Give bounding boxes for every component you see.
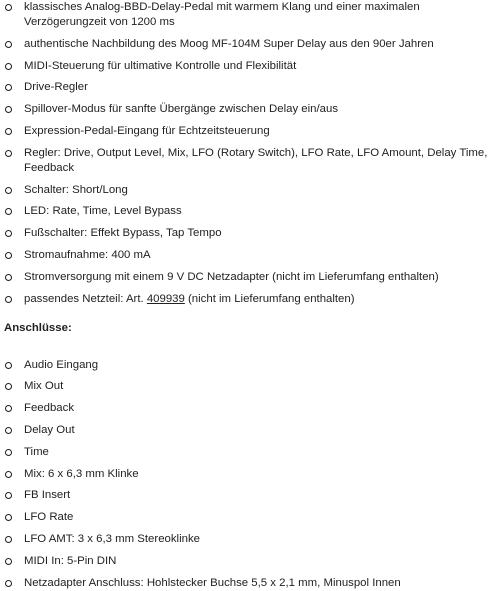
bullet-icon	[5, 4, 12, 11]
list-item	[0, 102, 500, 117]
list-item-text: Drive-Regler	[24, 81, 88, 94]
list-item-text: Schalter: Short/Long	[24, 183, 128, 196]
list-item	[0, 0, 500, 30]
list-item-text: Delay Out	[24, 423, 75, 436]
bullet-icon	[5, 362, 12, 369]
list-item	[0, 379, 500, 394]
list-item	[0, 554, 500, 569]
list-item	[0, 445, 500, 460]
bullet-icon	[5, 383, 12, 390]
list-item	[0, 80, 500, 95]
bullet-icon	[5, 296, 12, 303]
article-link[interactable]: 409939	[146, 292, 185, 305]
bullet-icon	[5, 41, 12, 48]
bullet-icon	[5, 150, 12, 157]
bullet-icon	[5, 427, 12, 434]
list-item	[0, 488, 500, 503]
list-item	[0, 576, 500, 591]
bullet-icon	[5, 84, 12, 91]
list-item-text: Fußschalter: Effekt Bypass, Tap Tempo	[24, 227, 222, 240]
list-item-text: Time	[24, 445, 49, 458]
list-item	[0, 204, 500, 219]
list-item-text-suffix: (nicht im Lieferumfang enthalten)	[184, 292, 355, 305]
list-item	[0, 124, 500, 139]
list-item-text: Stromaufnahme: 400 mA	[24, 248, 151, 261]
list-item	[0, 270, 500, 285]
connections-list	[0, 358, 500, 591]
list-item-text: klassisches Analog-BBD-Delay-Pedal mit warmem Klang und einer maximalen Verzögerungzeit von 1200 ms	[24, 1, 420, 28]
list-item	[0, 59, 500, 74]
bullet-icon	[5, 106, 12, 113]
list-item	[0, 358, 500, 373]
list-item	[0, 510, 500, 525]
bullet-icon	[5, 492, 12, 499]
list-item-text: MIDI In: 5-Pin DIN	[24, 554, 117, 567]
bullet-icon	[5, 449, 12, 456]
bullet-icon	[5, 274, 12, 281]
list-item-text: Regler: Drive, Output Level, Mix, LFO (Rotary Switch), LFO Rate, LFO Amount, Delay Time, Feedback	[24, 146, 488, 174]
bullet-icon	[5, 252, 12, 259]
list-item	[0, 467, 500, 482]
list-item-text: Audio Eingang	[24, 358, 99, 371]
bullet-icon	[5, 128, 12, 135]
list-item-text: Stromversorgung mit einem 9 V DC Netzadapter (nicht im Lieferumfang enthalten)	[24, 270, 439, 283]
list-item-text: Mix: 6 x 6,3 mm Klinke	[24, 467, 139, 480]
list-item-text: MIDI-Steuerung für ultimative Kontrolle und Flexibilität	[24, 59, 297, 72]
list-item-text: LED: Rate, Time, Level Bypass	[24, 205, 182, 218]
list-item	[0, 37, 500, 52]
list-item	[0, 183, 500, 198]
bullet-icon	[5, 558, 12, 565]
list-item-power-supply	[0, 292, 500, 307]
list-item-text: authentische Nachbildung des Moog MF-104M Super Delay aus den 90er Jahren	[24, 37, 434, 50]
list-item	[0, 248, 500, 263]
list-item	[0, 146, 500, 176]
list-item	[0, 226, 500, 241]
list-item-text: Feedback	[24, 402, 75, 415]
bullet-icon	[5, 63, 12, 70]
bullet-icon	[5, 536, 12, 543]
bullet-icon	[5, 471, 12, 478]
list-item-text: LFO Rate	[24, 511, 74, 524]
list-item-text: Expression-Pedal-Eingang für Echtzeitsteuerung	[24, 124, 270, 137]
list-item-text-prefix: passendes Netzteil: Art.	[24, 292, 147, 305]
list-item	[0, 423, 500, 438]
list-item	[0, 401, 500, 416]
connections-heading: Anschlüsse:	[4, 321, 72, 334]
bullet-icon	[5, 514, 12, 521]
bullet-icon	[5, 405, 12, 412]
bullet-icon	[5, 230, 12, 237]
list-item-text: FB Insert	[24, 489, 71, 502]
list-item-text: LFO AMT: 3 x 6,3 mm Stereoklinke	[24, 532, 200, 545]
bullet-icon	[5, 187, 12, 194]
list-item-text: Netzadapter Anschluss: Hohlstecker Buchse 5,5 x 2,1 mm, Minuspol Innen	[24, 576, 401, 589]
list-item	[0, 532, 500, 547]
bullet-icon	[5, 208, 12, 215]
list-item-text: Mix Out	[24, 380, 64, 393]
list-item-text: Spillover-Modus für sanfte Übergänge zwischen Delay ein/aus	[24, 103, 339, 116]
